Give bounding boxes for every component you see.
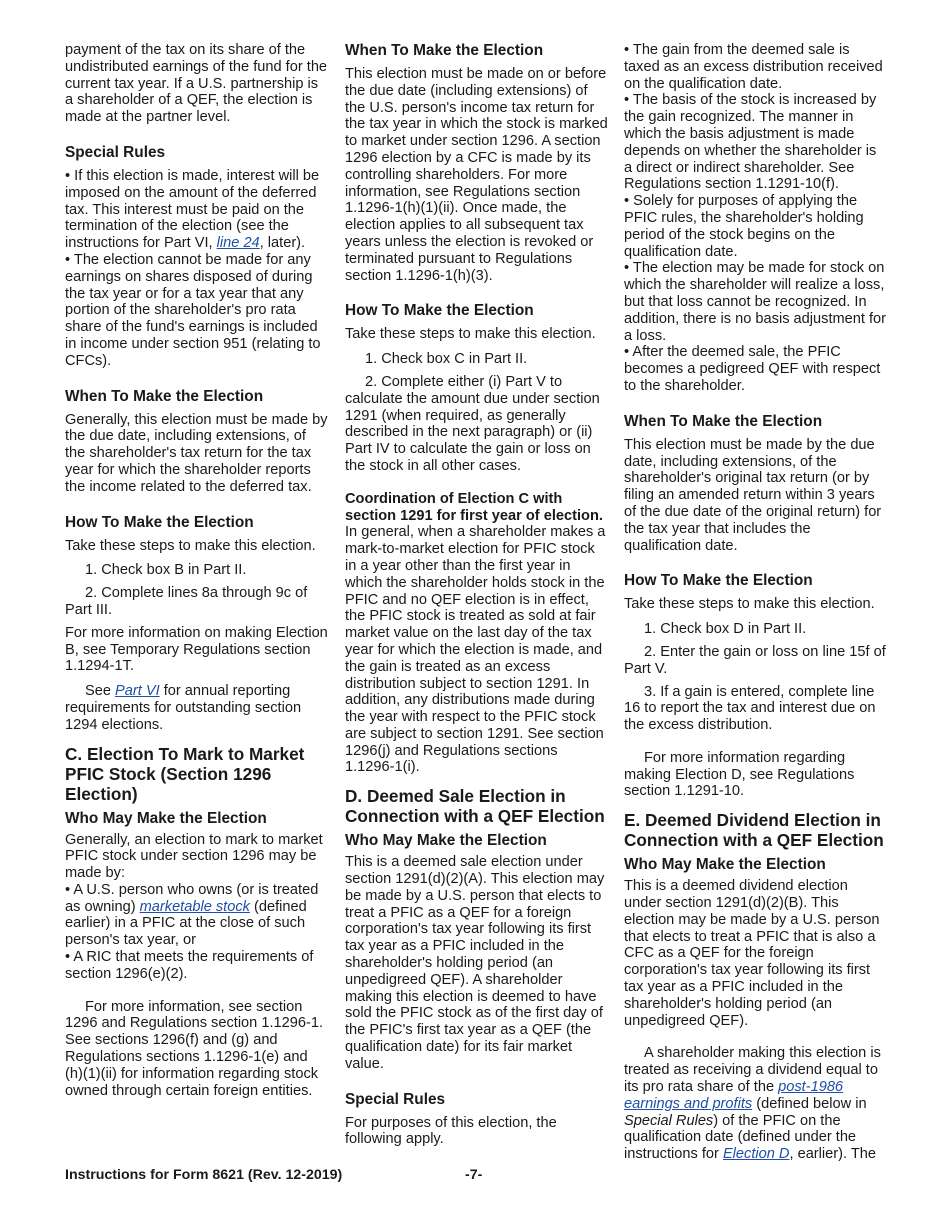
bullet: • Solely for purposes of applying the PFIC rules, the shareholder's holding period of the stock begins on the qualification date. <box>624 193 864 260</box>
bullet: • A RIC that meets the requirements of section 1296(e)(2). <box>65 949 314 982</box>
heading-how: How To Make the Election <box>345 302 534 320</box>
heading-special-rules: Special Rules <box>345 1090 446 1108</box>
link-part-vi[interactable]: Part VI <box>115 683 160 700</box>
paragraph: This election must be made by the due date, including extensions, of the shareholder's original tax return (or by filing an amended return within 3 years of the due date of the original return) for the tax year that includes the qualification date. <box>624 436 882 554</box>
bullet: • The gain from the deemed sale is taxed as an excess distribution received on the qualification date. <box>624 42 883 92</box>
section-heading-e: E. Deemed Dividend Election in Connection with a QEF Election <box>624 810 884 851</box>
heading-who: Who May Make the Election <box>345 832 547 850</box>
paragraph: Generally, an election to mark to market PFIC stock under section 1296 may be made by: <box>65 831 323 882</box>
page-footer <box>65 1167 885 1183</box>
step: 1. Check box C in Part II. <box>365 351 528 368</box>
section-heading-d: D. Deemed Sale Election in Connection with a QEF Election <box>345 786 605 827</box>
heading-how: How To Make the Election <box>65 513 254 531</box>
heading-who: Who May Make the Election <box>65 809 267 827</box>
heading-when: When To Make the Election <box>65 387 264 405</box>
bullet: • The election cannot be made for any earnings on shares disposed of during the tax year or for a tax year that any portion of the shareholder's pro rata share of the fund's earnings is included in income under section 951 (relating to CFCs). <box>65 251 321 369</box>
column-2 <box>345 42 608 1156</box>
page-number: -7- <box>465 1167 483 1183</box>
heading-when: When To Make the Election <box>624 412 823 430</box>
step: 2. Complete either (i) Part V to calculate the amount due under section 1291 (when required, as generally described in the next paragraph) or (ii) Part IV to calculate the gain or loss on the stock in all other cases. <box>345 373 600 474</box>
paragraph: Take these steps to make this election. <box>624 596 875 613</box>
link-election-d[interactable]: Election D <box>722 1146 790 1163</box>
paragraph: This election must be made on or before the due date (including extensions) of the U.S. person's income tax return for the tax year in which the stock is marked to market under section 1296. A section 1296 election by a CFC is made by its controlling shareholders. For more information, see Regulations section 1.1296-1(h)(1)(ii). Once made, the election applies to all subsequent tax years unless the election is revoked or terminated pursuant to Regulations section 1.1296-1(h)(3). <box>345 66 608 284</box>
bullet: • After the deemed sale, the PFIC becomes a pedigreed QEF with respect to the shareholder. <box>624 344 881 394</box>
bullet: • The basis of the stock is increased by the gain recognized. The manner in which the basis adjustment is made depends on whether the shareholder is a direct or indirect shareholder. See Regulations section 1.1291-10(f). <box>624 92 877 193</box>
column-3 <box>624 42 887 1171</box>
heading-how: How To Make the Election <box>624 572 813 590</box>
bullet: • If this election is made, interest will be imposed on the amount of the deferred tax. This interest must be paid on the termination of the election (see the instructions for Part VI, line 24, later). <box>65 167 320 252</box>
paragraph: payment of the tax on its share of the undistributed earnings of the fund for the current tax year. If a U.S. partnership is a shareholder of a QEF, the election is made at the partner level. <box>65 42 328 126</box>
bullet: • The election may be made for stock on which the shareholder will realize a loss, but that loss cannot be recognized. In addition, there is no basis adjustment for a loss. <box>624 260 887 344</box>
footer-form-title: Instructions for Form 8621 (Rev. 12-2019) <box>65 1167 343 1183</box>
step: 1. Check box B in Part II. <box>85 562 247 579</box>
paragraph: See Part VI for annual reporting requirements for outstanding section 1294 elections. <box>65 683 302 733</box>
paragraph: Generally, this election must be made by the due date, including extensions, of the shareholder's tax return for the tax year for which the shareholder reports the income related to the deferred tax. <box>65 411 328 495</box>
link-marketable-stock[interactable]: marketable stock <box>139 898 250 915</box>
paragraph: For purposes of this election, the following apply. <box>345 1114 557 1148</box>
paragraph: For more information on making Election B, see Temporary Regulations section 1.1294-1T. <box>65 624 328 675</box>
link-line-24[interactable]: line 24 <box>216 235 260 252</box>
paragraph: Take these steps to make this election. <box>65 537 316 554</box>
paragraph: Take these steps to make this election. <box>345 326 596 343</box>
step: 2. Complete lines 8a through 9c of Part III. <box>65 585 308 618</box>
section-heading-c: C. Election To Mark to Market PFIC Stock (Section 1296 Election) <box>65 743 305 804</box>
paragraph: For more information, see section 1296 and Regulations section 1.1296-1. See sections 1296(f) and (g) and Regulations sections 1.1296-1(e) and (h)(1)(ii) for information regarding stock owned through certain foreign entities. <box>65 998 324 1099</box>
link-post-1986-earnings[interactable]: post-1986 earnings and profits <box>624 1079 844 1112</box>
step: 3. If a gain is entered, complete line 16 to report the tax and interest due on the excess distribution. <box>624 683 876 734</box>
paragraph: For more information regarding making Election D, see Regulations section 1.1291-10. <box>624 749 855 800</box>
heading-special-rules: Special Rules <box>65 143 166 161</box>
paragraph: This is a deemed dividend election under section 1291(d)(2)(B). This election may be made by a U.S. person that elects to treat a PFIC that is also a CFC as a QEF for the foreign corporation's tax year following its first tax year as a PFIC included in the shareholder's holding period (an unpedigreed QEF). <box>624 878 880 1029</box>
paragraph: A shareholder making this election is treated as receiving a dividend equal to its pro rata share of the post-1986 earnings and profits (defined below in Special Rules) of the PFIC on the qualification date (defined under the instructions for Election D, earlier). The <box>624 1045 881 1163</box>
heading-who: Who May Make the Election <box>624 856 826 874</box>
paragraph: This is a deemed sale election under section 1291(d)(2)(A). This election may be made by a U.S. person that elects to treat a PFIC as a QEF for a foreign corporation's tax year following its first tax year as a PFIC included in the shareholder's holding period (an unpedigreed QEF). A shareholder making this election is deemed to have sold the PFIC stock as of the first day of the PFIC's first tax year as a QEF (the qualification date) for its fair market value. <box>345 854 605 1072</box>
heading-when: When To Make the Election <box>345 42 544 59</box>
paragraph: Coordination of Election C with section 1291 for first year of election. In general, when a shareholder makes a mark-to-market election for PFIC stock in a year other than the first year in which the shareholder holds stock in the PFIC and no QEF election is in effect, the PFIC stock is treated as sold at fair market value on the last day of the tax year for which the election is made, and the gain is treated as an excess distribution subject to section 1291. In addition, any distributions made during the year with respect to the PFIC stock are subject to section 1291. See section 1296(j) and Regulations sections 1.1296-1(i). <box>345 490 606 776</box>
column-1 <box>65 42 328 1107</box>
step: 2. Enter the gain or loss on line 15f of Part V. <box>624 643 886 677</box>
bullet: • A U.S. person who owns (or is treated as owning) marketable stock (defined earlier) in a PFIC at the close of such person's tax year, or <box>65 881 319 949</box>
step: 1. Check box D in Part II. <box>644 621 807 638</box>
